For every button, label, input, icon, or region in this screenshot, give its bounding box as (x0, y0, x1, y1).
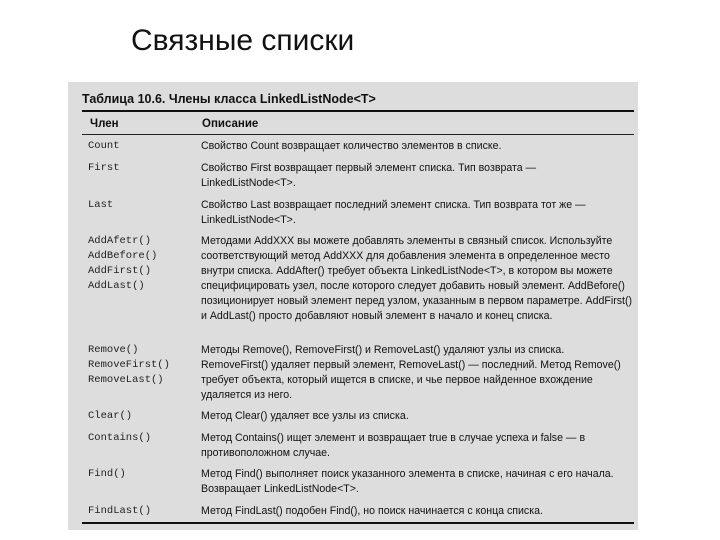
member-name: AddLast() (88, 280, 145, 292)
member-name: FindLast() (88, 505, 152, 517)
description-cell: Метод FindLast() подобен Find(), но поиск начинается с конца списка. (201, 505, 543, 517)
member-name: RemoveFirst() (88, 359, 170, 371)
slide-title: Связные списки (131, 24, 355, 57)
table-caption: Таблица 10.6. Члены класса LinkedListNode<T> (82, 92, 376, 106)
member-cell (88, 504, 196, 519)
table-bottom-rule (82, 522, 634, 524)
description-cell: Метод Find() выполняет поиск указанного элемента в списке, начиная с его начала. Возвращает LinkedListNode<T>. (201, 468, 614, 495)
member-name: AddAfetr() (88, 235, 152, 247)
member-name: Find() (88, 468, 126, 480)
member-cell (88, 467, 196, 482)
member-name: Remove() (88, 344, 139, 356)
member-cell (88, 161, 196, 176)
description-cell: Свойство Count возвращает количество элементов в списке. (201, 140, 502, 152)
member-name: AddBefore() (88, 250, 158, 262)
description-cell: Свойство Last возвращает последний элемент списка. Тип возврата тот же — LinkedListNode<T>. (201, 199, 586, 226)
member-name: Clear() (88, 410, 133, 422)
description-cell: Методами AddXXX вы можете добавлять элементы в связный список. Используйте соответствующий метод AddXXX для добавления элемента в определенное место внутри списка. AddAfter() требует объекта LinkedListNode<T>, в котором вы можете специфицировать узел, после которого следует добавить новый элемент. AddBefore() позиционирует новый элемент перед узлом, указанным в первом параметре. AddFirst() и AddLast() просто добавляют новый элемент в начало и конец списка. (201, 235, 633, 322)
table-top-rule (82, 110, 634, 112)
column-header-member: Член (90, 118, 119, 130)
member-cell (88, 198, 196, 213)
member-name: Count (88, 140, 120, 152)
member-name: First (88, 162, 120, 174)
member-name: AddFirst() (88, 265, 152, 277)
member-cell (88, 409, 196, 424)
member-cell (88, 343, 196, 388)
column-header-description: Описание (202, 118, 259, 130)
member-cell (88, 431, 196, 446)
member-cell (88, 234, 196, 294)
description-cell: Метод Clear() удаляет все узлы из списка. (201, 410, 409, 422)
description-cell: Метод Contains() ищет элемент и возвращает true в случае успеха и false — в противоположном случае. (201, 432, 586, 459)
member-cell (88, 139, 196, 154)
member-name: Contains() (88, 432, 152, 444)
description-cell: Методы Remove(), RemoveFirst() и RemoveLast() удаляют узлы из списка. RemoveFirst() удаляет первый элемент, RemoveLast() — последний. Метод Remove() требует объекта, который ищется в списке, и чье первое найденное вхождение удаляется из него. (201, 344, 621, 401)
member-name: Last (88, 199, 114, 211)
table-header-rule (82, 134, 634, 135)
member-name: RemoveLast() (88, 374, 164, 386)
description-cell: Свойство First возвращает первый элемент списка. Тип возврата — LinkedListNode<T>. (201, 162, 537, 189)
